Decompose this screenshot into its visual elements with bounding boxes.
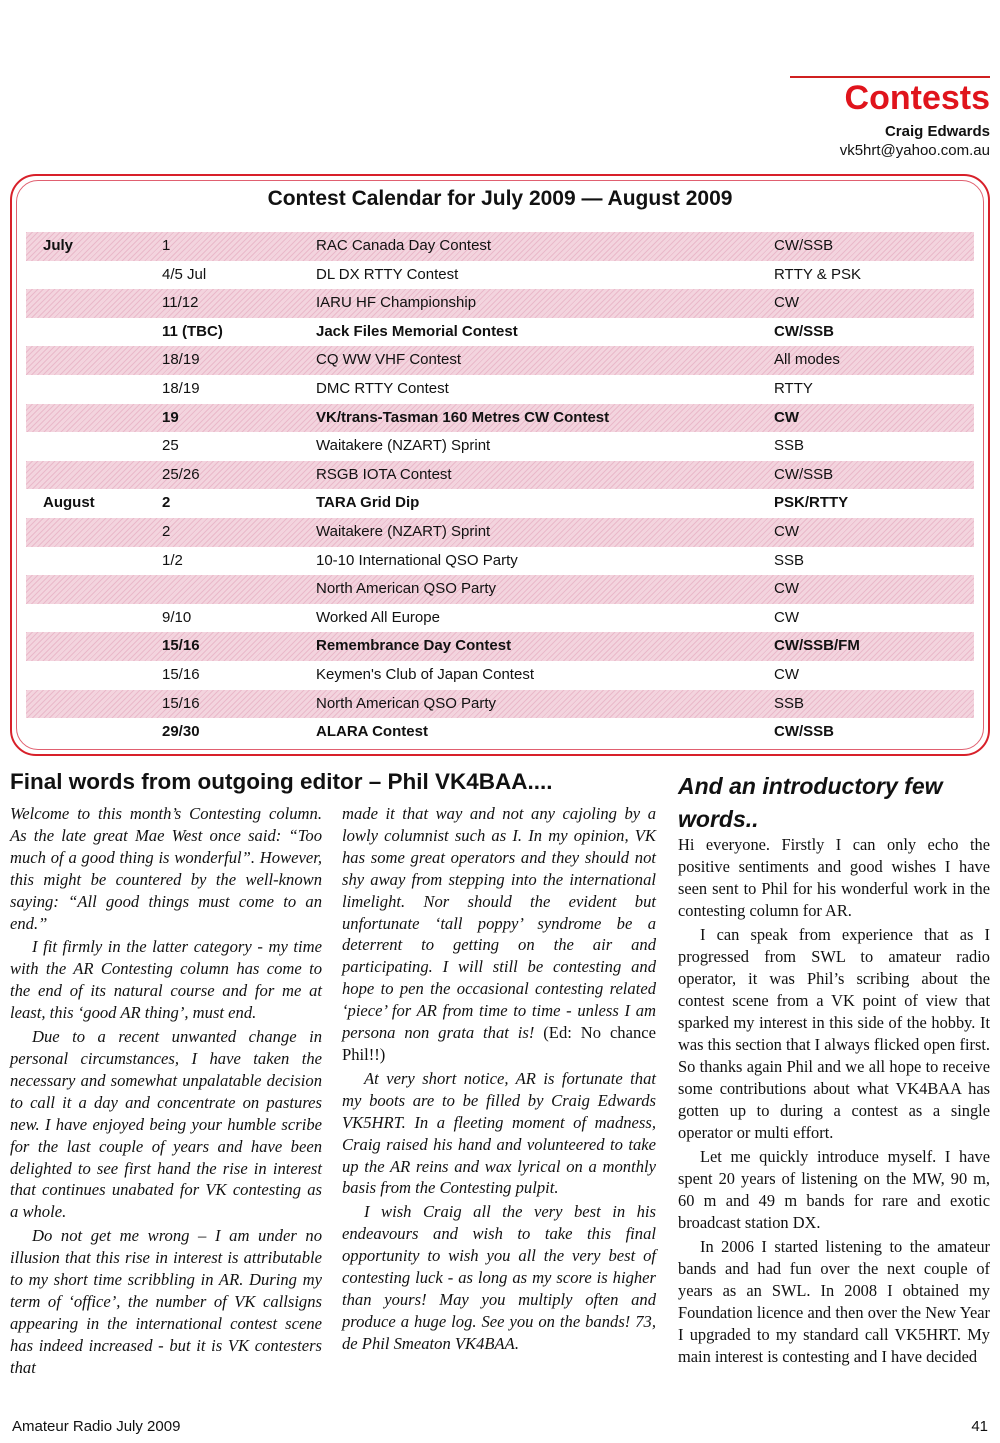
row-mode: CW/SSB [774,237,834,254]
row-date: 1 [162,237,171,254]
calendar-row [26,518,974,547]
row-contest: Keymen's Club of Japan Contest [316,665,534,683]
article1-paragraph: At very short notice, AR is fortunate that my boots are to be filled by Craig Edwards VK5HRT. In a fleeting moment of madness, Craig raised his hand and volunteered to take up the AR reins and wax lyrical on a monthly basis from the Contesting pulpit. [342,1068,656,1198]
row-contest: Waitakere (NZART) Sprint [316,437,491,455]
row-contest: Waitakere (NZART) Sprint [316,522,491,540]
row-contest: Jack Files Memorial Contest [316,322,518,340]
calendar-row [26,261,974,290]
calendar-row [26,718,974,747]
footer-page-number: 41 [971,1418,988,1435]
editor-note: (Ed: No chance Phil!!) [342,1023,656,1064]
article1-column2 [342,803,656,1357]
row-contest: 10-10 International QSO Party [316,551,518,569]
row-contest: Worked All Europe [316,608,440,626]
article1-column1 [10,803,322,1381]
section-title: Contests [844,79,990,117]
row-mode: PSK/RTTY [774,494,849,512]
row-contest: RSGB IOTA Contest [316,465,452,483]
row-mode: All modes [774,351,840,369]
article1-paragraph [342,803,656,1066]
row-contest: IARU HF Championship [316,294,477,312]
row-date: 18/19 [162,379,200,397]
row-contest: North American QSO Party [316,694,497,712]
row-mode: CW/SSB [774,723,834,741]
row-mode: RTTY [774,379,813,397]
calendar-row [26,346,974,375]
row-date: 25/26 [162,465,200,483]
row-date: 19 [162,408,179,426]
calendar-row [26,604,974,633]
article1-paragraph-text: made it that way and not any cajoling by a lowly columnist such as I. In my opinion, VK has some great operators and they should not shy away from stepping into the international limelight. Nor should the evident but unfortunate ‘tall poppy’ syndrome be a deterrent to getting on the air and participating. I will still be contesting and hope to pen the occasional contesting related ‘piece’ for AR from time to time - unless I am persona non grata that is! [342,804,656,1043]
calendar-title: Contest Calendar for July 2009 — August 2009 [267,187,733,210]
row-mode: SSB [774,694,805,712]
article2-paragraph: Let me quickly introduce myself. I have spent 20 years of listening on the MW, 90 m, 60 m and 49 m bands for rare and exotic broadcast station DX. [678,1147,990,1232]
calendar-row [26,575,974,604]
calendar-row [26,632,974,661]
row-mode: SSB [774,551,805,569]
author-email[interactable]: vk5hrt@yahoo.com.au [839,142,990,159]
row-month: July [43,237,74,254]
row-mode: CW/SSB [774,465,834,483]
row-contest: CQ WW VHF Contest [316,351,462,369]
row-date: 11 (TBC) [162,322,223,340]
calendar-row [26,289,974,318]
calendar-table [26,232,974,747]
row-date: 15/16 [162,665,200,683]
article2-paragraph: I can speak from experience that as I progressed from SWL to amateur radio operator, it was Phil’s scribing about the contest scene from a VK point of view that sparked my interest in this side of the hobby. It was this section that I always flicked open first. So thanks again Phil and we all hope to receive some contributions about what VK4BAA has gotten up to during a contest as a single operator or multi effort. [678,925,990,1142]
row-date: 18/19 [162,351,200,369]
row-mode: CW [774,408,799,426]
footer-publication: Amateur Radio July 2009 [12,1418,181,1435]
row-mode: SSB [774,437,805,455]
row-date: 9/10 [162,608,192,626]
row-date: 25 [162,437,179,455]
article2-headline: And an introductory few words.. [678,773,943,832]
article1-paragraph: Welcome to this month’s Contesting column. As the late great Mae West once said: “Too much of a good thing is wonderful”. However, this might be countered by the well-known saying: “All good things must come to an end.” [10,804,322,933]
calendar-row [26,375,974,404]
calendar-row [26,547,974,576]
row-date: 29/30 [162,723,200,741]
row-contest: VK/trans-Tasman 160 Metres CW Contest [316,408,610,426]
row-mode: CW [774,522,799,540]
article2-paragraph: Hi everyone. Firstly I can only echo the positive sentiments and good wishes I have seen sent to Phil for his wonderful work in the contesting column for AR. [678,835,990,920]
row-contest: Remembrance Day Contest [316,637,512,655]
calendar-row [26,404,974,433]
row-mode: CW/SSB [774,322,834,340]
row-date: 2 [162,494,171,512]
article2-column [678,834,990,1370]
row-contest: North American QSO Party [316,580,497,598]
calendar-row [26,690,974,719]
calendar-row [26,489,974,518]
row-date: 2 [162,522,171,540]
row-mode: CW/SSB/FM [774,637,860,655]
author-name: Craig Edwards [884,123,990,140]
calendar-row [26,461,974,490]
article1-headline: Final words from outgoing editor – Phil VK4BAA.... [10,769,553,794]
row-contest: ALARA Contest [316,723,428,741]
row-mode: RTTY & PSK [774,265,861,283]
row-contest: RAC Canada Day Contest [316,237,492,254]
row-mode: CW [774,580,799,598]
article1-paragraph: I wish Craig all the very best in his endeavours and wish to take this final opportunity to wish you all the very best of contesting luck - as long as my score is higher than yours! May you multiply often and produce a huge log. See you on the bands! 73, de Phil Smeaton VK4BAA. [342,1202,656,1353]
row-date: 4/5 Jul [162,265,207,283]
article1-paragraph: I fit firmly in the latter category - my time with the AR Contesting column has come to the end of its natural course and for me at least, this ‘good AR thing’, must end. [10,937,322,1023]
row-mode: CW [774,294,799,312]
row-date: 15/16 [162,637,200,655]
row-date: 11/12 [162,294,199,312]
row-date: 1/2 [162,551,183,569]
calendar-row [26,661,974,690]
article1-paragraph: Due to a recent unwanted change in personal circumstances, I have taken the necessary and somewhat unpalatable decision to call it a day and concentrate on pastures new. I have enjoyed being your humble scribe for the last couple of years and have been delighted to see first hand the rise in interest that continues unabated for VK contesting as a whole. [10,1027,322,1222]
row-mode: CW [774,665,799,683]
section-header [790,78,990,160]
row-contest: TARA Grid Dip [316,494,420,512]
row-mode: CW [774,608,799,626]
calendar-row [26,432,974,461]
article2-paragraph: In 2006 I started listening to the amateur bands and had fun over the next couple of years as an SWL. In 2008 I obtained my Foundation licence and then over the New Year I upgraded to my standard call VK5HRT. My main interest is contesting and I have decided [678,1237,990,1366]
row-contest: DMC RTTY Contest [316,379,449,397]
article1-paragraph: Do not get me wrong – I am under no illusion that this rise in interest is attributable to my short time scribbling in AR. During my term of ‘office’, the number of VK callsigns appearing in the international contest scene has indeed increased - but it is VK contesters that [10,1226,322,1377]
row-contest: DL DX RTTY Contest [316,265,459,283]
row-month: August [43,494,95,512]
calendar-row [26,232,974,261]
row-date: 15/16 [162,694,200,712]
calendar-row [26,318,974,347]
